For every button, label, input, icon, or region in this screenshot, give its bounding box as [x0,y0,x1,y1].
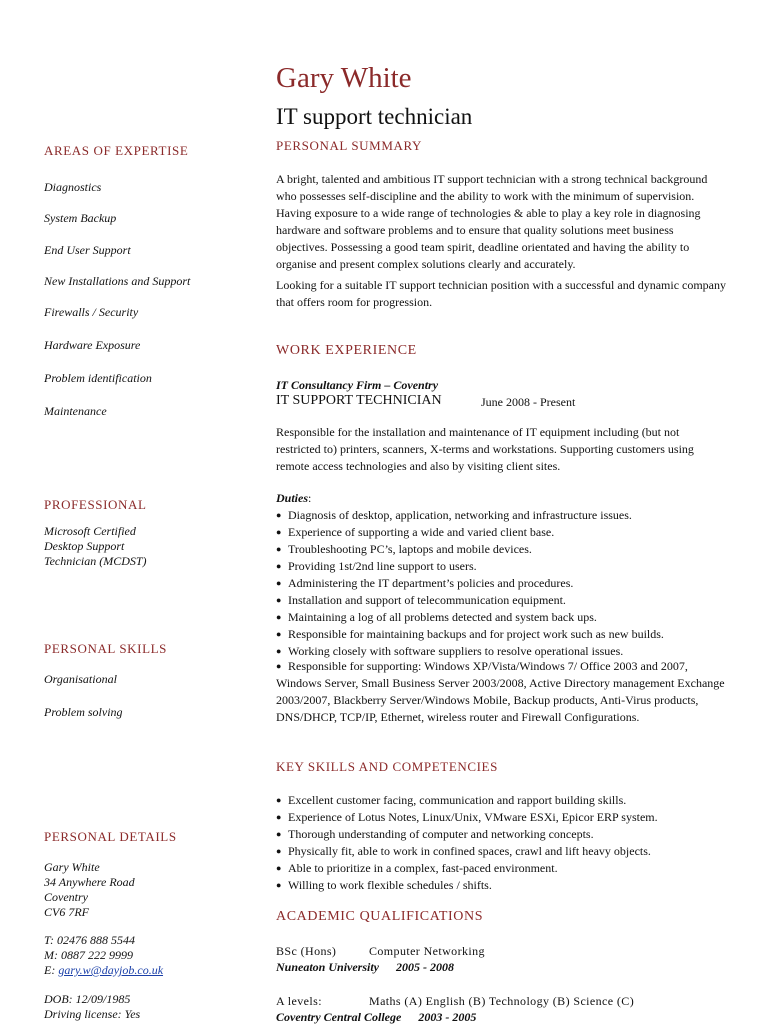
university-line [276,960,454,975]
key-skill-item: ● Physically fit, able to work in confined spaces, crawl and lift heavy objects. [276,843,726,860]
college-name: Coventry Central College [276,1010,402,1024]
key-skill-item: ● Experience of Lotus Notes, Linux/Unix, VMware ESXi, Epicor ERP system. [276,809,726,826]
company-name: IT Consultancy Firm – Coventry [276,378,439,392]
expertise-item: Firewalls / Security [44,305,139,319]
alevels-grades: Maths (A) English (B) Technology (B) Science (C) [369,994,635,1008]
degree-subject: Computer Networking [369,944,485,958]
duty-item-long [276,658,726,726]
duty-item: ● Administering the IT department’s policies and procedures. [276,575,726,592]
summary-text [276,171,726,311]
duty-item: ● Installation and support of telecommunication equipment. [276,592,726,609]
extra-details-block [44,992,140,1022]
expertise-item: New Installations and Support [44,274,191,288]
driving-license: Driving license: Yes [44,1007,141,1021]
duty-item: ● Maintaining a log of all problems detected and system back ups. [276,609,726,626]
skill-item: Problem solving [44,705,123,719]
expertise-item: Maintenance [44,404,107,418]
date-of-birth: DOB: 12/09/1985 [44,992,131,1006]
professional-line: Microsoft Certified [44,524,136,538]
address-line: Coventry [44,890,88,904]
duty-item: ● Diagnosis of desktop, application, networking and infrastructure issues. [276,507,726,524]
email-label: E: [44,963,59,977]
academic-heading: ACADEMIC QUALIFICATIONS [276,909,484,924]
job-title: IT support technician [276,104,473,129]
expertise-heading: AREAS OF EXPERTISE [44,143,189,158]
duty-item: Responsible for supporting: Windows XP/Vista/Windows 7/ Office 2003 and 2007, Windows Server, Small Business Server 2003/2008, Active Directory management Exchange 2003/2007, Blackberry Server/Windows Mobile, Backup products, Anti-Virus products, DNS/DHCP, TCP/IP, Ethernet, wireless router and Firewall Configurations. [276,659,725,724]
university-name: Nuneaton University [276,960,380,974]
duties-colon: : [308,491,312,505]
college-dates: 2003 - 2005 [418,1010,477,1024]
address-line: CV6 7RF [44,905,89,919]
key-skills-list [276,792,726,894]
contact-block [44,933,163,978]
expertise-item: Diagnostics [44,180,102,194]
professional-block [44,524,147,569]
college-line [276,1010,476,1025]
email-link[interactable]: gary.w@dayjob.co.uk [58,963,164,977]
duties-title: Duties [276,491,309,505]
duty-item: ● Responsible for maintaining backups and for project work such as new builds. [276,626,726,643]
address-line: Gary White [44,860,100,874]
key-skill-item: ● Excellent customer facing, communication and rapport building skills. [276,792,726,809]
expertise-item: System Backup [44,211,117,225]
professional-line: Technician (MCDST) [44,554,147,568]
role-title: IT SUPPORT TECHNICIAN [276,393,442,408]
phone-number: T: 02476 888 5544 [44,933,136,947]
summary-paragraph-1: A bright, talented and ambitious IT support technician with a strong technical background who possesses self-discipline and the ability to work with the minimum of supervision. Having exposure to a wide range of technologies & able to play a key role in diagnosing hardware and software problems and to ensure that quality solutions meet business objectives. Possessing a good team spirit, deadline orientated and having the ability to organise and present complex solutions clearly and accurately. [276,172,708,271]
duty-item: ● Troubleshooting PC’s, laptops and mobile devices. [276,541,726,558]
candidate-name: Gary White [276,62,412,94]
email-line [44,963,163,978]
professional-line: Desktop Support [44,539,125,553]
degree-type: BSc (Hons) [276,944,337,958]
duties-list [276,507,726,660]
expertise-item: Hardware Exposure [44,338,141,352]
key-skill-item: ● Able to prioritize in a complex, fast-paced environment. [276,860,726,877]
mobile-number: M: 0887 222 9999 [44,948,133,962]
address-block [44,860,135,920]
duty-item: ● Providing 1st/2nd line support to users. [276,558,726,575]
professional-heading: PROFESSIONAL [44,497,147,512]
address-line: 34 Anywhere Road [44,875,135,889]
expertise-item: Problem identification [44,371,152,385]
key-skill-item: ● Willing to work flexible schedules / shifts. [276,877,726,894]
role-dates: June 2008 - Present [481,395,576,409]
duty-item: ● Working closely with software suppliers to resolve operational issues. [276,643,726,660]
expertise-item: End User Support [44,243,131,257]
key-skill-item: ● Thorough understanding of computer and networking concepts. [276,826,726,843]
summary-heading: PERSONAL SUMMARY [276,138,423,153]
key-skills-heading: KEY SKILLS AND COMPETENCIES [276,759,498,774]
duties-label [276,490,726,507]
summary-paragraph-2: Looking for a suitable IT support technician position with a successful and dynamic company that offers room for progression. [276,278,727,309]
details-heading: PERSONAL DETAILS [44,829,177,844]
role-description: Responsible for the installation and maintenance of IT equipment including (but not restricted to) printers, scanners, X-terms and workstations. Supporting customers using remote access technologies and also by visiting client sites. [276,425,694,473]
alevels-label: A levels: [276,994,322,1008]
bullet-icon: ● [276,661,282,671]
duty-item: ● Experience of supporting a wide and varied client base. [276,524,726,541]
work-heading: WORK EXPERIENCE [276,343,417,358]
skill-item: Organisational [44,672,117,686]
university-dates: 2005 - 2008 [396,960,455,974]
skills-heading: PERSONAL SKILLS [44,641,168,656]
